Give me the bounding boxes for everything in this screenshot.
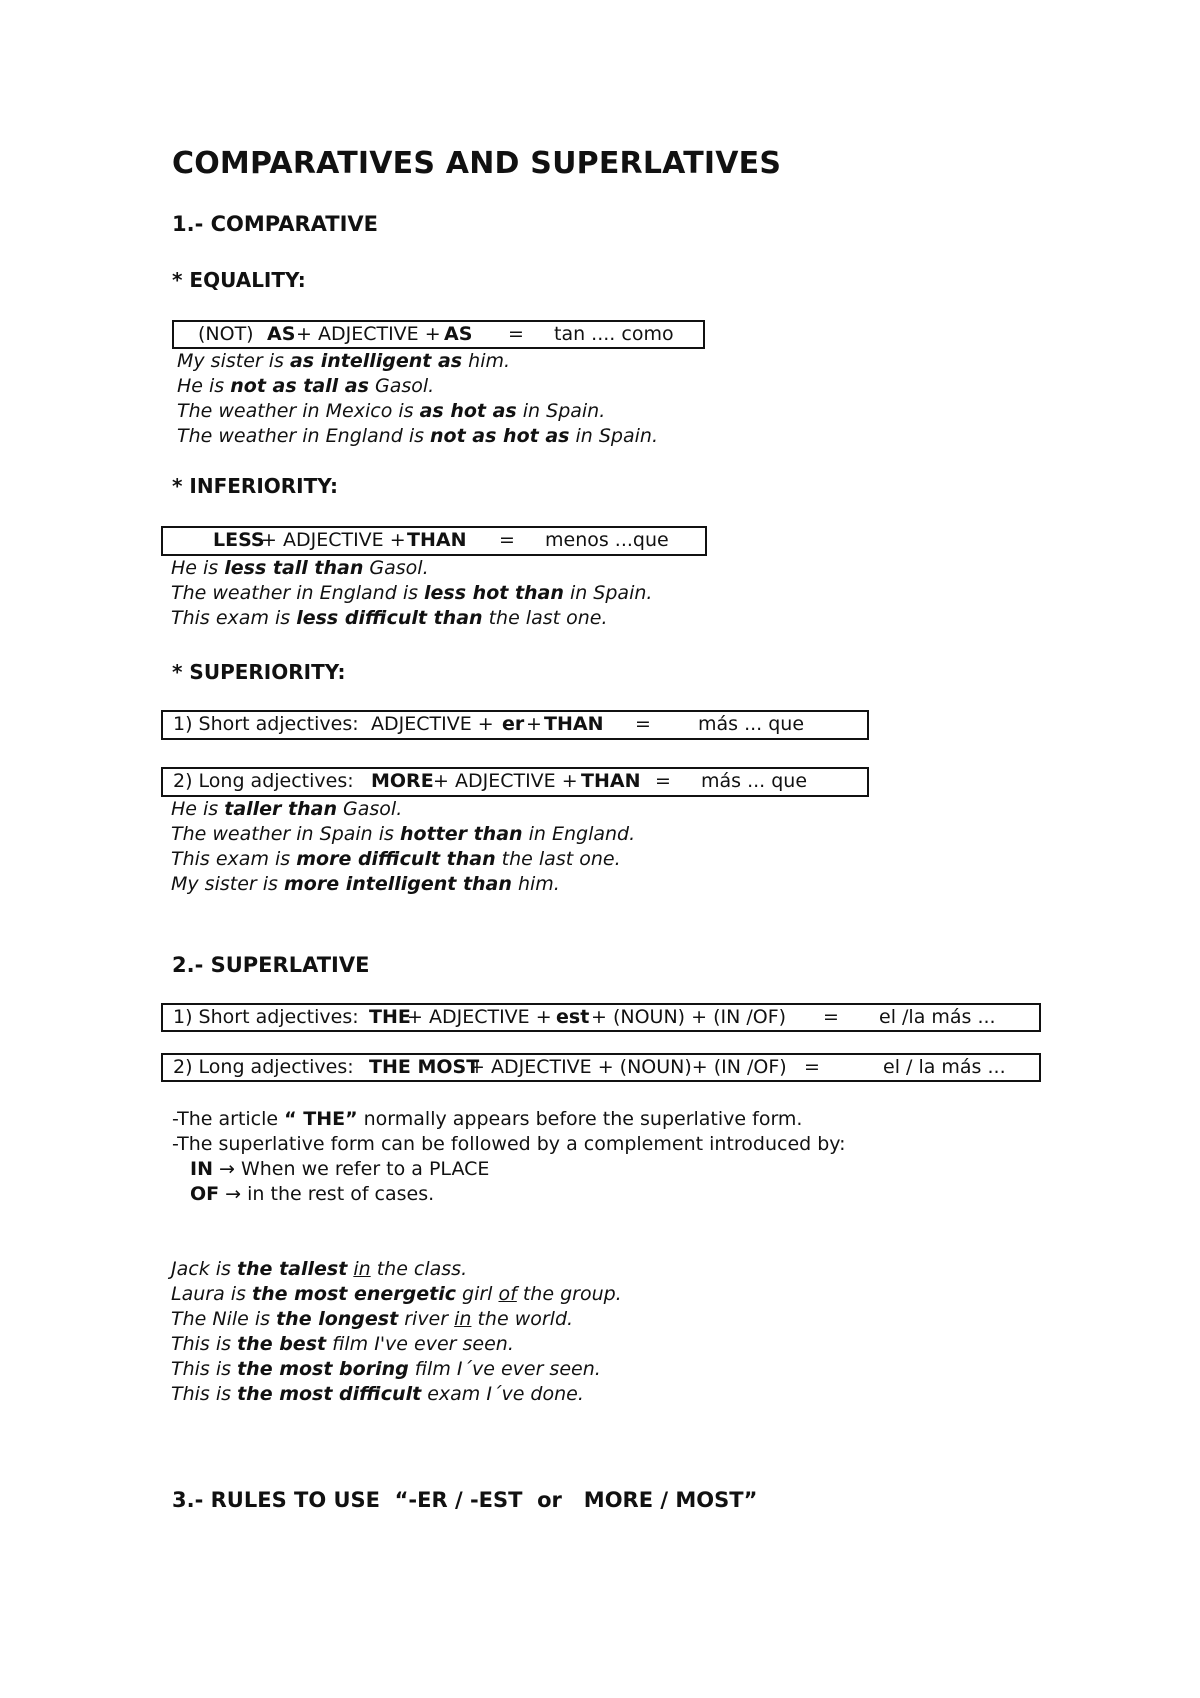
rule-middle: + ADJECTIVE + (NOUN)+ (IN /OF) [469, 1056, 787, 1078]
section-heading-superlative: 2.- SUPERLATIVE [172, 953, 370, 977]
equality-label: * EQUALITY: [172, 268, 306, 292]
rule-less: LESS [213, 529, 265, 551]
example-sentence: The weather in Mexico is as hot as in Spain. [177, 400, 606, 422]
inferiority-label: * INFERIORITY: [172, 474, 338, 498]
rule-the-most: THE MOST [369, 1056, 480, 1078]
rule-than: THAN [581, 770, 641, 792]
superiority-label: * SUPERIORITY: [172, 660, 346, 684]
rule-than: THAN [544, 713, 604, 735]
rule-est: est [556, 1006, 590, 1028]
rule-more: MORE [371, 770, 434, 792]
rule-equals: = [655, 770, 671, 792]
rule-adjective: ADJECTIVE + [371, 713, 494, 735]
example-sentence: The weather in England is less hot than in Spain. [171, 582, 653, 604]
example-sentence: He is taller than Gasol. [171, 798, 403, 820]
rule-translation: el / la más ... [883, 1056, 1006, 1078]
example-sentence: My sister is more intelligent than him. [171, 873, 560, 895]
note-line: -The superlative form can be followed by a complement introduced by: [172, 1133, 846, 1155]
section-heading-rules: 3.- RULES TO USE “-ER / -EST or MORE / MOST” [172, 1488, 758, 1512]
equality-rule-box [172, 320, 705, 349]
equality-examples [177, 349, 658, 449]
rule-translation: menos ...que [545, 529, 669, 551]
rule-as-1: AS [267, 323, 296, 345]
rule-er: er [502, 713, 525, 735]
rule-middle: + ADJECTIVE + [433, 770, 578, 792]
rule-equals: = [804, 1056, 820, 1078]
rule-equals: = [823, 1006, 839, 1028]
inferiority-examples [171, 556, 652, 631]
note-of: OF → in the rest of cases. [190, 1183, 435, 1205]
rule-noun-in-of: + (NOUN) + (IN /OF) [591, 1006, 787, 1028]
section-heading-comparative: 1.- COMPARATIVE [172, 212, 379, 236]
rule-prefix: 1) Short adjectives: [173, 713, 359, 735]
example-sentence: This is the most difficult exam I´ve done. [171, 1383, 584, 1405]
superiority-short-rule-box [161, 710, 869, 740]
rule-translation: más ... que [698, 713, 805, 735]
rule-equals: = [508, 323, 524, 345]
example-sentence: He is not as tall as Gasol. [177, 375, 435, 397]
superlative-long-rule-box [161, 1053, 1041, 1082]
rule-than: THAN [407, 529, 467, 551]
rule-translation: el /la más ... [879, 1006, 996, 1028]
example-sentence: Laura is the most energetic girl of the group. [171, 1283, 622, 1305]
rule-middle: + ADJECTIVE + [407, 1006, 552, 1028]
rule-prefix: 1) Short adjectives: [173, 1006, 359, 1028]
rule-equals: = [499, 529, 515, 551]
example-sentence: The weather in Spain is hotter than in England. [171, 823, 636, 845]
superlative-notes [172, 1107, 846, 1207]
rule-translation: más ... que [701, 770, 808, 792]
rule-plus: + [526, 713, 542, 735]
rule-as-2: AS [444, 323, 473, 345]
inferiority-rule-box [161, 526, 707, 556]
page-title: COMPARATIVES AND SUPERLATIVES [172, 146, 782, 181]
superlative-examples [171, 1257, 622, 1407]
rule-translation: tan .... como [554, 323, 674, 345]
superlative-short-rule-box [161, 1003, 1041, 1032]
example-sentence: This exam is more difficult than the last one. [171, 848, 621, 870]
example-sentence: This is the most boring film I´ve ever seen. [171, 1358, 601, 1380]
example-sentence: The Nile is the longest river in the world. [171, 1308, 574, 1330]
example-sentence: He is less tall than Gasol. [171, 557, 429, 579]
rule-not: (NOT) [198, 323, 254, 345]
rule-equals: = [635, 713, 651, 735]
superiority-examples [171, 797, 635, 897]
rule-the: THE [369, 1006, 411, 1028]
note-in: IN → When we refer to a PLACE [190, 1158, 490, 1180]
rule-prefix: 2) Long adjectives: [173, 770, 354, 792]
note-line: -The article “ THE” normally appears before the superlative form. [172, 1108, 803, 1130]
superiority-long-rule-box [161, 767, 869, 797]
example-sentence: The weather in England is not as hot as in Spain. [177, 425, 658, 447]
example-sentence: This is the best film I've ever seen. [171, 1333, 514, 1355]
rule-prefix: 2) Long adjectives: [173, 1056, 354, 1078]
example-sentence: Jack is the tallest in the class. [171, 1258, 468, 1280]
rule-middle: + ADJECTIVE + [296, 323, 441, 345]
rule-middle: + ADJECTIVE + [261, 529, 406, 551]
example-sentence: This exam is less difficult than the last one. [171, 607, 608, 629]
example-sentence: My sister is as intelligent as him. [177, 350, 511, 372]
